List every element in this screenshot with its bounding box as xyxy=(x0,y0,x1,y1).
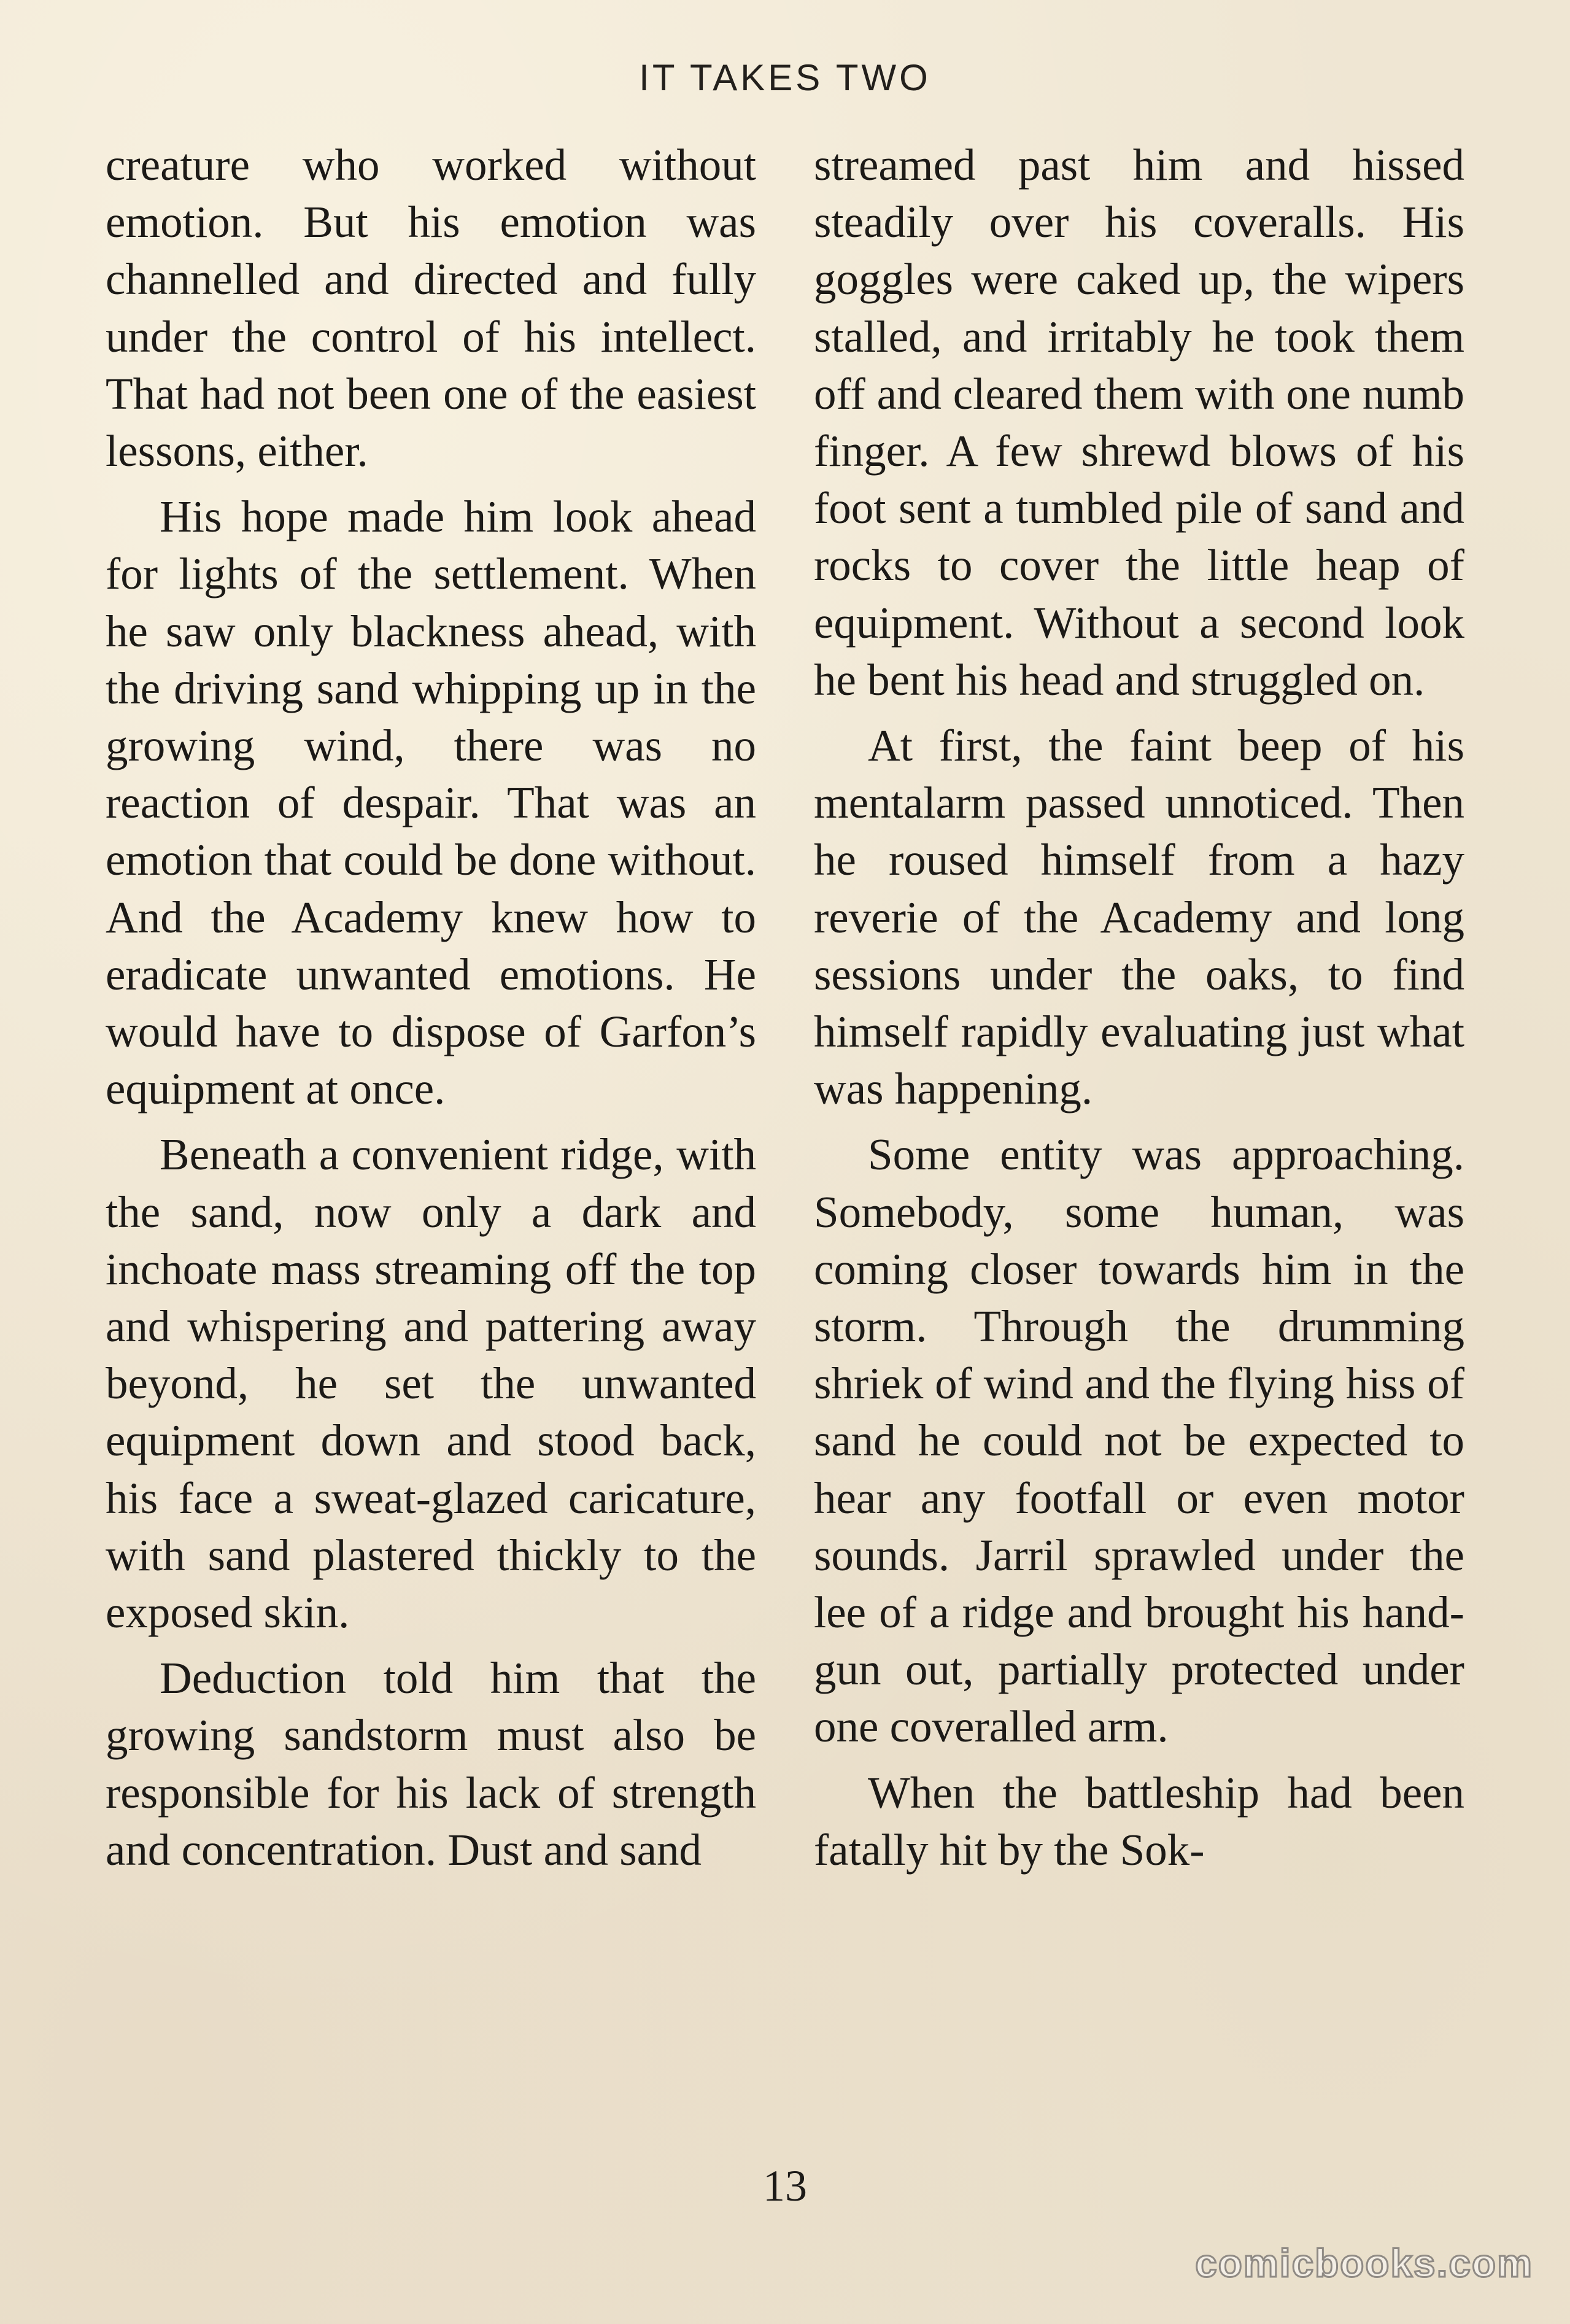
left-column xyxy=(106,136,756,2205)
running-head: IT TAKES TWO xyxy=(639,57,931,98)
paragraph: creature who worked without emotion. But his emotion was channelled and directed and fully under the control of his intellect. That had not been one of the easiest lessons, either. xyxy=(106,140,756,476)
paragraph: streamed past him and hissed steadily over his coveralls. His goggles were caked up, the wipers stalled, and irritably he took them off and cleared them with one numb finger. A few shrewd blows of his foot sent a tumbled pile of sand and rocks to cover the little heap of equipment. Without a second look he bent his head and struggled on. xyxy=(814,140,1464,705)
paragraph: Deduction told him that the growing sandstorm must also be responsible for his lack of strength and concentration. Dust and sand xyxy=(106,1653,756,1875)
site-watermark: comicbooks.com xyxy=(1195,2241,1533,2285)
paragraph: Beneath a convenient ridge, with the sand, now only a dark and inchoate mass streaming off the top and whispering and pattering away beyond, he set the unwanted equipment down and stood back, his face a sweat-glazed caricature, with sand plastered thickly to the exposed skin. xyxy=(106,1129,756,1638)
paragraph: When the battleship had been fatally hit by the Sok- xyxy=(814,1767,1464,1875)
paragraph: Some entity was approaching. Somebody, some human, was coming closer towards him in the storm. Through the drumming shriek of wind and the flying hiss of sand he could not be expected to hear any footfall or even motor sounds. Jarril sprawled under the lee of a ridge and brought his hand-gun out, partially protected under one coveralled arm. xyxy=(814,1129,1464,1752)
paragraph: At first, the faint beep of his mentalarm passed unnoticed. Then he roused himself from a hazy reverie of the Academy and long sessions under the oaks, to find himself rapidly evaluating just what was happening. xyxy=(814,721,1464,1114)
paragraph: His hope made him look ahead for lights of the settlement. When he saw only blackness ahead, with the driving sand whipping up in the growing wind, there was no reaction of despair. That was an emotion that could be done without. And the Academy knew how to eradicate unwanted emotions. He would have to dispose of Garfon’s equipment at once. xyxy=(106,492,756,1114)
right-column xyxy=(814,136,1464,2205)
page-number: 13 xyxy=(763,2161,807,2210)
